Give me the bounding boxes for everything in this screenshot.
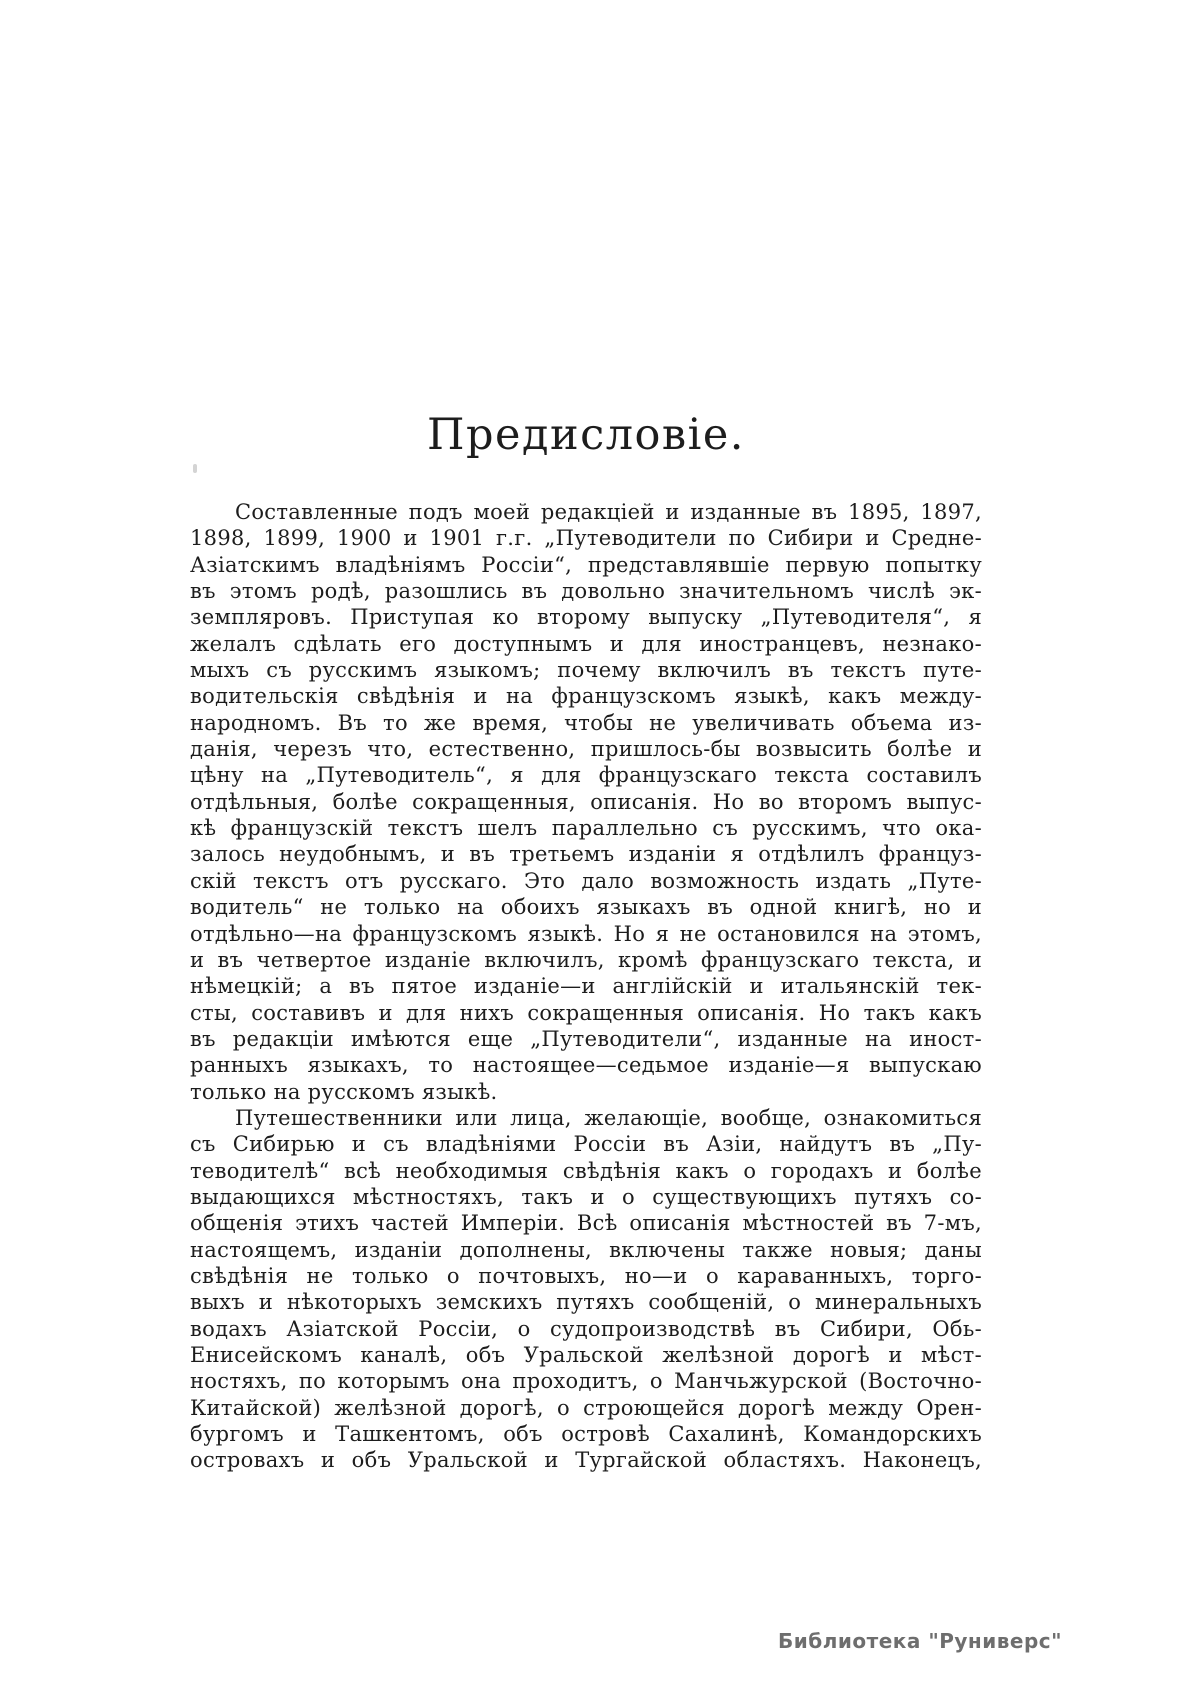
text-line: данія, черезъ что, естественно, пришлось-бы возвысить болѣе и bbox=[190, 737, 982, 762]
text-line: кѣ французскій текстъ шелъ параллельно съ русскимъ, что ока- bbox=[190, 816, 982, 841]
text-line: водитель“ не только на обоихъ языкахъ въ одной книгѣ, но и bbox=[190, 895, 982, 920]
text-line: и въ четвертое изданіе включилъ, кромѣ французскаго текста, и bbox=[190, 947, 982, 972]
text-line: въ этомъ родѣ, разошлись въ довольно значительномъ числѣ эк- bbox=[190, 579, 982, 604]
text-line: островахъ и объ Уральской и Тургайской областяхъ. Наконецъ, bbox=[190, 1448, 982, 1473]
text-line: настоящемъ, изданіи дополнены, включены также новыя; даны bbox=[190, 1237, 982, 1262]
text-line: цѣну на „Путеводитель“, я для французскаго текста составилъ bbox=[190, 763, 982, 788]
text-line: народномъ. Въ то же время, чтобы не увеличивать объема из- bbox=[190, 710, 982, 735]
text-line: водахъ Азіатской Россіи, о судопроизводствѣ въ Сибири, Обь- bbox=[190, 1316, 982, 1341]
text-block bbox=[190, 499, 982, 1474]
text-line: теводителѣ“ всѣ необходимыя свѣдѣнія какъ о городахъ и болѣе bbox=[190, 1158, 982, 1183]
text-line: Енисейскомъ каналѣ, объ Уральской желѣзной дорогѣ и мѣст- bbox=[190, 1343, 982, 1367]
text-line: свѣдѣнія не только о почтовыхъ, но—и о караванныхъ, торго- bbox=[190, 1263, 982, 1288]
text-line: общенія этихъ частей Имперіи. Всѣ описанія мѣстностей въ 7-мъ, bbox=[190, 1211, 982, 1236]
text-line: бургомъ и Ташкентомъ, объ островѣ Сахалинѣ, Командорскихъ bbox=[190, 1422, 982, 1447]
text-line: 1898, 1899, 1900 и 1901 г.г. „Путеводители по Сибири и Средне- bbox=[190, 526, 982, 551]
text-line: въ редакціи имѣются еще „Путеводители“, изданные на иност- bbox=[190, 1026, 982, 1051]
text-line: Составленные подъ моей редакціей и изданные въ 1895, 1897, bbox=[235, 500, 982, 524]
text-line: отдѣльныя, болѣе сокращенныя, описанія. Но во второмъ выпус- bbox=[190, 789, 982, 814]
paragraph bbox=[190, 1105, 982, 1474]
text-line: ранныхъ языкахъ, то настоящее—седьмое изданіе—я выпускаю bbox=[190, 1053, 982, 1078]
scan-artifact bbox=[193, 464, 197, 473]
text-line: Азіатскимъ владѣніямъ Россіи“, представлявшіе первую попытку bbox=[190, 552, 982, 577]
text-line: выдающихся мѣстностяхъ, такъ и о существующихъ путяхъ со- bbox=[190, 1184, 982, 1209]
text-line: только на русскомъ языкѣ. bbox=[190, 1079, 498, 1104]
text-line: Путешественники или лица, желающіе, вообще, ознакомиться bbox=[235, 1105, 982, 1130]
text-line: ностяхъ, по которымъ она проходитъ, о Манчьжурской (Восточно- bbox=[190, 1369, 982, 1394]
text-line: отдѣльно—на французскомъ языкѣ. Но я не остановился на этомъ, bbox=[190, 921, 982, 946]
text-line: нѣмецкій; а въ пятое изданіе—и англійскій и итальянскій тек- bbox=[190, 974, 982, 999]
text-line: мыхъ съ русскимъ языкомъ; почему включилъ въ текстъ путе- bbox=[190, 658, 982, 683]
text-line: съ Сибирью и съ владѣніями Россіи въ Азіи, найдутъ въ „Пу- bbox=[190, 1132, 982, 1157]
paragraph bbox=[190, 499, 982, 1105]
text-line: сты, составивъ и для нихъ сокращенныя описанія. Но такъ какъ bbox=[190, 1000, 982, 1025]
text-line: земпляровъ. Приступая ко второму выпуску „Путеводителя“, я bbox=[190, 605, 982, 630]
library-watermark: Библиотека "Руниверс" bbox=[778, 1629, 1063, 1653]
text-line: залось неудобнымъ, и въ третьемъ изданіи я отдѣлилъ француз- bbox=[190, 842, 982, 867]
text-line: скій текстъ отъ русскаго. Это дало возможность издать „Путе- bbox=[190, 868, 982, 893]
text-line: выхъ и нѣкоторыхъ земскихъ путяхъ сообщеній, о минеральныхъ bbox=[190, 1290, 982, 1315]
page-title: Предисловіе. bbox=[427, 410, 745, 460]
text-line: водительскія свѣдѣнія и на французскомъ языкѣ, какъ между- bbox=[190, 684, 982, 709]
text-line: Китайской) желѣзной дорогѣ, о строющейся дорогѣ между Орен- bbox=[190, 1395, 982, 1420]
text-line: желалъ сдѣлать его доступнымъ и для иностранцевъ, незнако- bbox=[190, 631, 982, 656]
